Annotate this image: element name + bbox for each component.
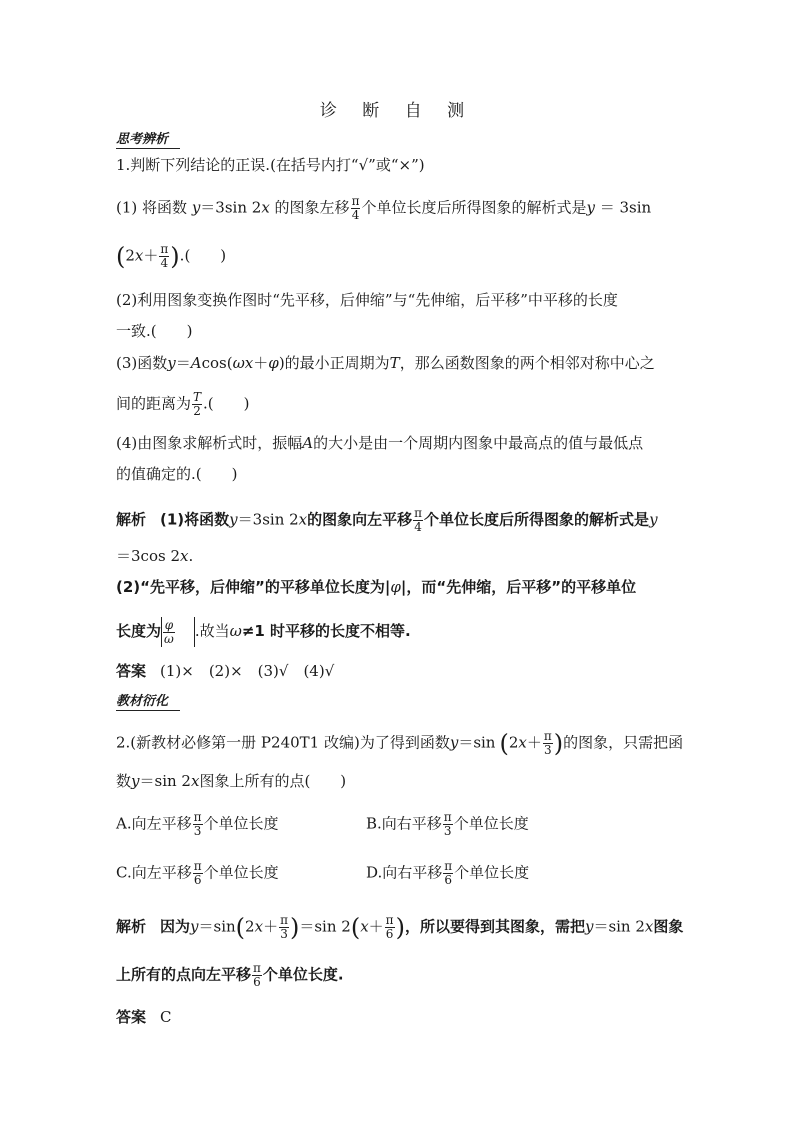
question-2-line-1: 2.(新教材必修第一册 P240T1 改编)为了得到函数y＝sin (2x＋ $\frac{\pi}{3}$ )的图象，只需把函 — [116, 729, 684, 758]
item-4-line-1: (4)由图象求解析式时，振幅A的大小是由一个周期内图象中最高点的值与最低点 — [116, 434, 644, 452]
item-1-line-2: (2x＋ $\frac{\pi}{4}$ ).( ) — [116, 242, 227, 271]
question-2-line-2: 数y＝sin 2x图象上所有的点( ) — [116, 772, 347, 790]
analysis-q2-line-2: 上所有的点向左平移 $\frac{\pi}{6}$ 个单位长度. — [116, 961, 344, 989]
answer-label: 答案 — [116, 662, 147, 680]
option-b: B.向右平移 $\frac{\pi}{3}$ 个单位长度 — [366, 810, 529, 838]
analysis-2-line-1: (2)“先平移，后伸缩”的平移单位长度为|φ|，而“先伸缩，后平移”的平移单位 — [116, 578, 637, 596]
analysis-1-line-1: 解析 (1)将函数y＝3sin 2x的图象向左平移 $\frac{\pi}{4}$ 个单位长度后所得图象的解析式是y — [116, 506, 658, 534]
option-d: D.向右平移 $\frac{\pi}{6}$ 个单位长度 — [366, 859, 530, 887]
question-1-stem: 1.判断下列结论的正误.(在括号内打“√”或“×”) — [116, 156, 425, 174]
option-a: A.向左平移 $\frac{\pi}{3}$ 个单位长度 — [116, 810, 279, 838]
option-c: C.向左平移 $\frac{\pi}{6}$ 个单位长度 — [116, 859, 279, 887]
page-title: 诊 断 自 测 — [319, 101, 475, 121]
item-2-line-2: 一致.( ) — [116, 322, 193, 340]
analysis-1-line-2: ＝3cos 2x. — [116, 547, 194, 565]
item-3-line-2: 间的距离为 $\frac{T}{2}$ .( ) — [116, 390, 250, 418]
answer-1: 答案 (1)× (2)× (3)√ (4)√ — [116, 662, 335, 680]
item-1-line-1: (1) 将函数 y＝3sin 2x 的图象左移 $\frac{\pi}{4}$ 个单位长度后所得图象的解析式是y ＝ 3sin — [116, 194, 652, 222]
analysis-2-line-2: 长度为 $\frac{\varphi}{\omega}$ .故当ω≠1 时平移的长度不相等. — [116, 617, 411, 646]
item-4-line-2: 的值确定的.( ) — [116, 465, 238, 483]
item-3-line-1: (3)函数y＝Acos(ωx＋φ)的最小正周期为T，那么函数图象的两个相邻对称中心之 — [116, 354, 655, 372]
section-label-thinking: 思考辨析 — [116, 128, 168, 147]
item-2-line-1: (2)利用图象变换作图时“先平移，后伸缩”与“先伸缩，后平移”中平移的长度 — [116, 291, 618, 309]
analysis-q2-line-1: 解析 因为y＝sin(2x＋ $\frac{\pi}{3}$ )＝sin 2(x＋ $\frac{\pi}{6}$ )，所以要得到其图象，需把y＝sin 2x图象 — [116, 913, 684, 942]
answer-2: 答案 C — [116, 1008, 172, 1026]
analysis-label: 解析 — [116, 510, 147, 529]
fraction-pi-over-4: $\frac{\pi}{4}$ — [351, 194, 360, 222]
section-label-textbook: 教材衍化 — [116, 690, 168, 709]
